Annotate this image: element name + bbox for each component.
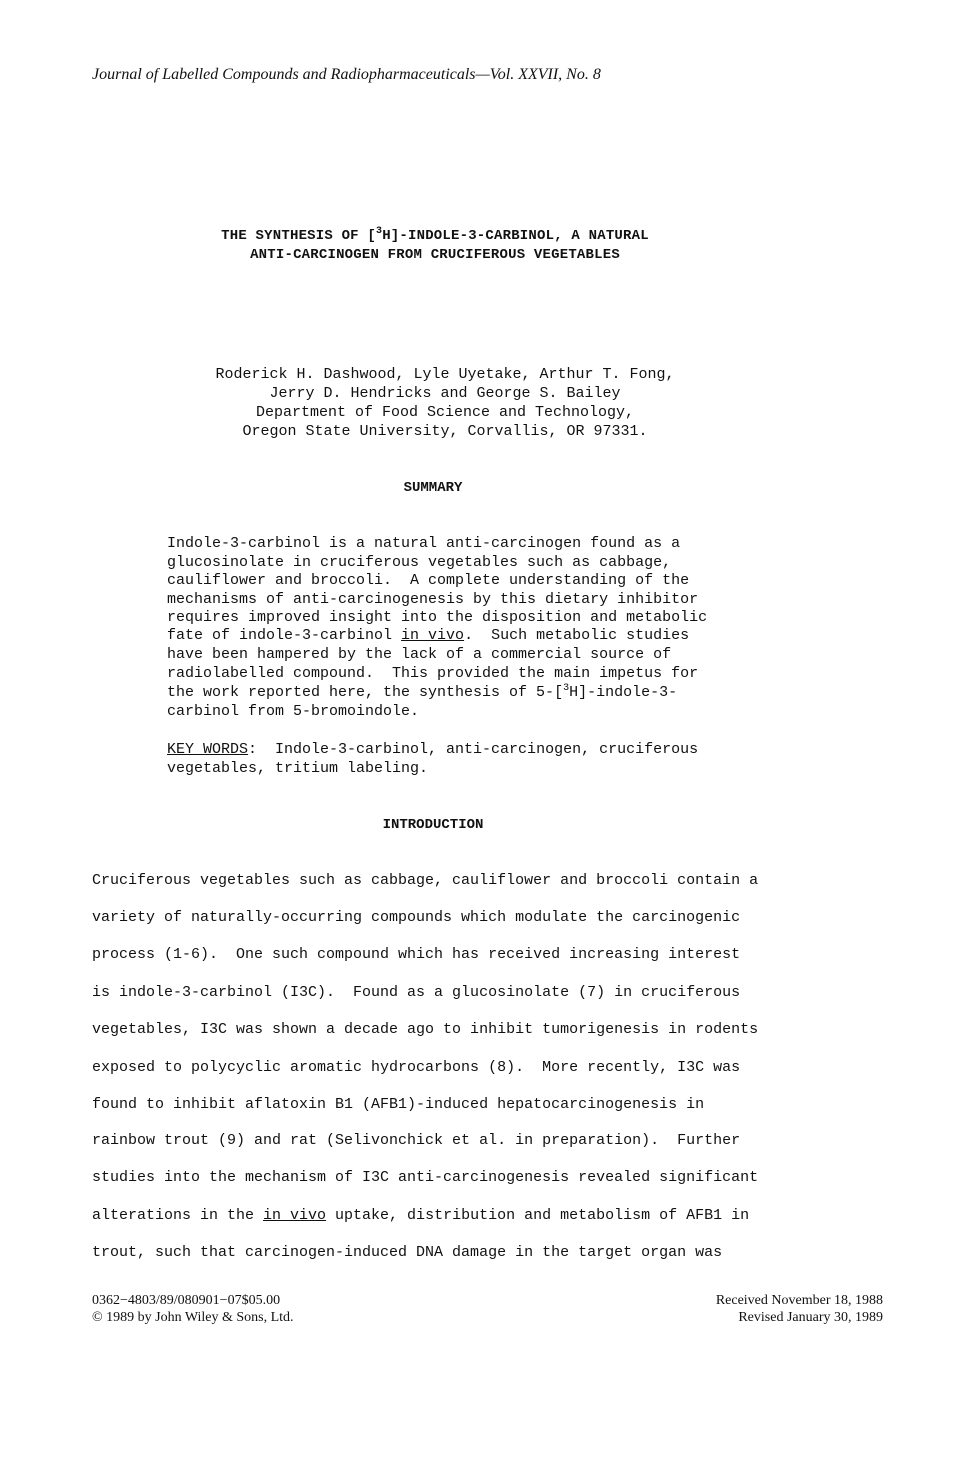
- intro-line: variety of naturally-occurring compounds which modulate the carcinogenic: [92, 909, 741, 926]
- summary-line-9-post: H]-indole-3-: [569, 684, 678, 701]
- summary-superscript: 3: [563, 683, 570, 694]
- intro-line: Cruciferous vegetables such as cabbage, cauliflower and broccoli contain a: [92, 872, 759, 889]
- summary-line: radiolabelled compound. This provided the main impetus for: [167, 665, 699, 682]
- summary-line: mechanisms of anti-carcinogenesis by this dietary inhibitor: [167, 591, 699, 608]
- keywords-line-1: [167, 741, 698, 758]
- summary-line: [167, 684, 677, 701]
- intro-line: rainbow trout (9) and rat (Selivonchick et al. in preparation). Further: [92, 1132, 741, 1149]
- title-line-1-post: H]-INDOLE-3-CARBINOL, A NATURAL: [382, 228, 649, 244]
- received-date: Received November 18, 1988: [715, 1293, 883, 1308]
- introduction-heading: INTRODUCTION: [382, 817, 484, 833]
- footer-code: 0362−4803/89/080901−07$05.00: [92, 1293, 281, 1308]
- title-line-2: ANTI-CARCINOGEN FROM CRUCIFEROUS VEGETABLES: [250, 247, 620, 263]
- author-line-1: Roderick H. Dashwood, Lyle Uyetake, Arthur T. Fong,: [215, 366, 675, 383]
- journal-header: Journal of Labelled Compounds and Radiopharmaceuticals—Vol. XXVII, No. 8: [92, 66, 601, 83]
- intro-line: [92, 1207, 749, 1224]
- keywords-list: : Indole-3-carbinol, anti-carcinogen, cruciferous: [248, 741, 699, 758]
- affiliation-line-1: Department of Food Science and Technology,: [255, 404, 635, 421]
- intro-line: found to inhibit aflatoxin B1 (AFB1)-induced hepatocarcinogenesis in: [92, 1096, 705, 1113]
- summary-line: carbinol from 5-bromoindole.: [167, 703, 420, 720]
- intro-line: process (1-6). One such compound which has received increasing interest: [92, 946, 741, 963]
- in-vivo-term: in vivo: [263, 1207, 327, 1224]
- intro-line: studies into the mechanism of I3C anti-carcinogenesis revealed significant: [92, 1169, 759, 1186]
- keywords-line-2: vegetables, tritium labeling.: [167, 760, 429, 777]
- in-vivo-term: in vivo: [401, 627, 465, 644]
- revised-date: Revised January 30, 1989: [738, 1310, 883, 1325]
- summary-line: requires improved insight into the disposition and metabolic: [167, 609, 708, 626]
- summary-line: have been hampered by the lack of a commercial source of: [167, 646, 672, 663]
- summary-line: Indole-3-carbinol is a natural anti-carcinogen found as a: [167, 535, 681, 552]
- title-line-1: [0, 228, 870, 244]
- intro-line-10-post: uptake, distribution and metabolism of AFB1 in: [326, 1207, 750, 1224]
- intro-line: exposed to polycyclic aromatic hydrocarbons (8). More recently, I3C was: [92, 1059, 741, 1076]
- summary-line: cauliflower and broccoli. A complete understanding of the: [167, 572, 690, 589]
- summary-line: glucosinolate in cruciferous vegetables such as cabbage,: [167, 554, 672, 571]
- title-superscript: 3: [375, 226, 383, 237]
- affiliation-line-2: Oregon State University, Corvallis, OR 97331.: [242, 423, 648, 440]
- intro-line-10-pre: alterations in the: [92, 1207, 264, 1224]
- summary-line-9-pre: the work reported here, the synthesis of 5-[: [167, 684, 564, 701]
- author-line-2: Jerry D. Hendricks and George S. Bailey: [269, 385, 621, 402]
- summary-heading: SUMMARY: [403, 480, 463, 496]
- summary-line-6-pre: fate of indole-3-carbinol: [167, 627, 402, 644]
- intro-line: is indole-3-carbinol (I3C). Found as a glucosinolate (7) in cruciferous: [92, 984, 741, 1001]
- intro-line: vegetables, I3C was shown a decade ago to inhibit tumorigenesis in rodents: [92, 1021, 759, 1038]
- summary-line: [167, 627, 689, 644]
- title-line-1-pre: THE SYNTHESIS OF [: [221, 228, 376, 244]
- keywords-label: KEY WORDS: [167, 741, 249, 758]
- footer-copyright: © 1989 by John Wiley & Sons, Ltd.: [92, 1310, 294, 1325]
- intro-line: trout, such that carcinogen-induced DNA damage in the target organ was: [92, 1244, 723, 1261]
- summary-line-6-post: . Such metabolic studies: [464, 627, 690, 644]
